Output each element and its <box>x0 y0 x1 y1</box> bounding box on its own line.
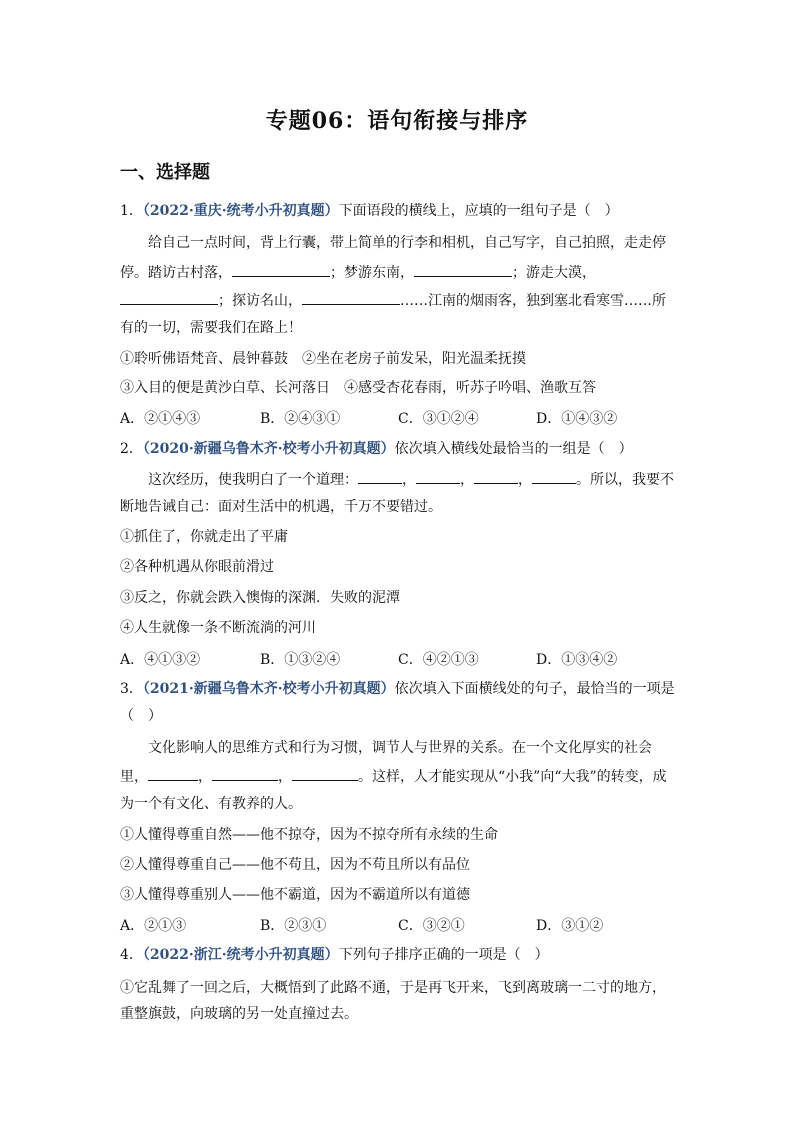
question-source: （2020·新疆乌鲁木齐·校考小升初真题） <box>142 441 395 457</box>
question-number: 4． <box>120 947 143 963</box>
item-line: ①它乱舞了一回之后，大概悟到了此路不通，于是再飞开来，飞到离玻璃一二寸的地方， <box>120 980 666 996</box>
fill-blank <box>292 766 358 781</box>
passage-text: 这次经历，使我明白了一个道理： <box>148 472 358 488</box>
passage-line: 为一个有文化、有教养的人。 <box>120 796 302 812</box>
choice-b[interactable]: B．②④③① <box>260 411 341 427</box>
choice-a[interactable]: A．②①③ <box>120 918 187 934</box>
question-2-stem <box>120 439 633 459</box>
passage-text: ；游走大漠， <box>512 265 596 281</box>
choice-d[interactable]: D．③①② <box>536 918 604 934</box>
passage-line: 给自己一点时间，背上行囊，带上简单的行李和相机，自己写字，自己拍照，走走停 <box>148 235 666 251</box>
question-number: 1． <box>120 203 143 219</box>
passage-text: ， <box>460 472 474 488</box>
question-text: 下面语段的横线上，应填的一组句子是（ ） <box>338 203 619 219</box>
question-number: 3． <box>120 681 143 697</box>
item-line: ③入目的便是黄沙白草、长河落日 ④感受杏花春雨，听苏子吟唱、渔歌互答 <box>120 380 596 396</box>
passage-text: ， <box>402 472 416 488</box>
passage-text: 里， <box>120 769 148 785</box>
fill-blank <box>414 262 512 277</box>
question-4-stem <box>120 945 549 965</box>
choice-b[interactable]: B．②③① <box>260 918 327 934</box>
choice-d[interactable]: D．①④③② <box>536 411 618 427</box>
passage-text: ；探访名山， <box>218 293 302 309</box>
passage-line <box>120 290 666 311</box>
passage-line: 有的一切，需要我们在路上！ <box>120 320 302 336</box>
fill-blank <box>212 766 278 781</box>
question-1-stem <box>120 201 619 221</box>
passage-text: ， <box>198 769 212 785</box>
item-line: ②各种机遇从你眼前滑过 <box>120 559 274 575</box>
passage-line <box>120 766 667 787</box>
question-text: （ ） <box>120 708 162 724</box>
item-line: ③人懂得尊重别人——他不霸道，因为不霸道所以有道德 <box>120 887 470 903</box>
question-text: 依次填入横线处最恰当的一组是（ ） <box>394 441 633 457</box>
passage-line: 断地告诫自己：面对生活中的机遇，千万不要错过。 <box>120 499 442 515</box>
passage-line <box>120 262 596 283</box>
question-source: （2022·浙江·统考小升初真题） <box>142 947 339 963</box>
choice-d[interactable]: D．①③④② <box>536 652 618 668</box>
passage-text: ……江南的烟雨客，独到塞北看寒雪……所 <box>400 293 666 309</box>
passage-text: 。所以，我要不 <box>576 472 674 488</box>
question-number: 2． <box>120 441 143 457</box>
passage-text: 。这样，人才能实现从“小我”向“大我”的转变，成 <box>358 769 667 785</box>
passage-line: 文化影响人的思维方式和行为习惯，调节人与世界的关系。在一个文化厚实的社会 <box>148 740 652 756</box>
passage-text: 停。踏访古村落， <box>120 265 232 281</box>
choice-b[interactable]: B．①③②④ <box>260 652 341 668</box>
fill-blank <box>474 469 518 484</box>
passage-text: ， <box>278 769 292 785</box>
choice-c[interactable]: C．③①②④ <box>398 411 479 427</box>
fill-blank <box>120 290 218 305</box>
fill-blank <box>302 290 400 305</box>
item-line: ③反之，你就会跌入懊悔的深渊．失败的泥潭 <box>120 590 400 606</box>
passage-text: ， <box>518 472 532 488</box>
choice-c[interactable]: C．③②① <box>398 918 465 934</box>
item-line: ①聆听佛语梵音、晨钟暮鼓 ②坐在老房子前发呆，阳光温柔抚摸 <box>120 351 526 367</box>
page-title: 专题06：语句衔接与排序 <box>265 108 529 134</box>
choice-c[interactable]: C．④②①③ <box>398 652 479 668</box>
item-line: ②人懂得尊重自己——他不苟且，因为不苟且所以有品位 <box>120 857 470 873</box>
item-line: ①抓住了，你就走出了平庸 <box>120 529 288 545</box>
question-source: （2022·重庆·统考小升初真题） <box>142 203 339 219</box>
question-source: （2021·新疆乌鲁木齐·校考小升初真题） <box>142 681 395 697</box>
fill-blank <box>358 469 402 484</box>
choice-a[interactable]: A．④①③② <box>120 652 201 668</box>
item-line: ①人懂得尊重自然——他不掠夺，因为不掠夺所有永续的生命 <box>120 827 498 843</box>
section-heading: 一、选择题 <box>120 162 210 183</box>
question-text: 下列句子排序正确的一项是（ ） <box>338 947 549 963</box>
choice-a[interactable]: A．②①④③ <box>120 411 201 427</box>
item-line: 重整旗鼓，向玻璃的另一处直撞过去。 <box>120 1006 358 1022</box>
fill-blank <box>532 469 576 484</box>
fill-blank <box>416 469 460 484</box>
question-3-stem <box>120 679 675 699</box>
passage-line <box>148 469 674 490</box>
fill-blank <box>232 262 330 277</box>
fill-blank <box>148 766 198 781</box>
item-line: ④人生就像一条不断流淌的河川 <box>120 620 316 636</box>
question-text: 依次填入下面横线处的句子，最恰当的一项是 <box>394 681 675 697</box>
passage-text: ；梦游东南， <box>330 265 414 281</box>
